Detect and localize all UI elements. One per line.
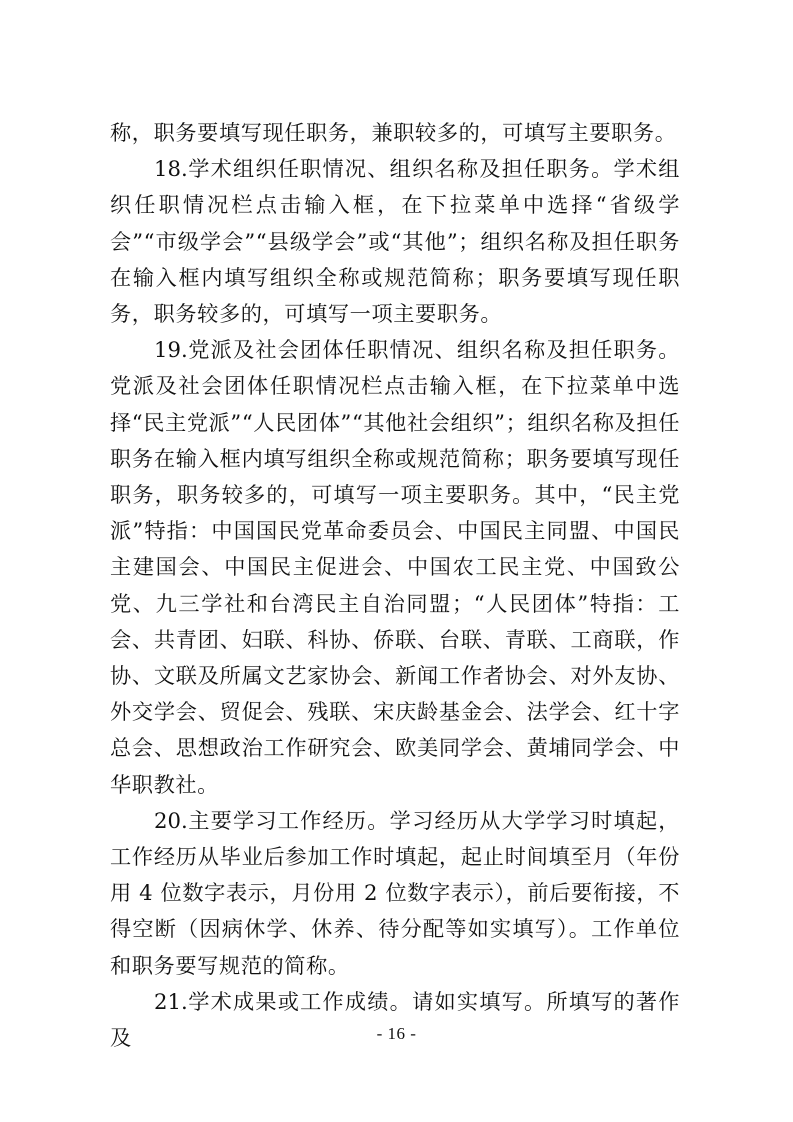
paragraph-text: 学术成果或工作成绩。请如实填写。所填写的著作及 [110, 988, 680, 1051]
item-number: 20. [154, 807, 188, 833]
item-number: 19. [154, 337, 188, 363]
paragraph-item-18 [110, 151, 680, 332]
item-number: 21. [154, 988, 188, 1014]
paragraph-item-19 [110, 332, 680, 803]
paragraph-text: 学术组织任职情况、组织名称及担任职务。学术组织任职情况栏点击输入框，在下拉菜单中选择“省级学会”“市级学会”“县级学会”或“其他”；组织名称及担任职务在输入框内填写组织全称或规范简称；职务要填写现任职务，职务较多的，可填写一项主要职务。 [110, 156, 680, 327]
paragraph-text: 主要学习工作经历。学习经历从大学学习时填起，工作经历从毕业后参加工作时填起，起止时间填至月（年份用 4 位数字表示，月份用 2 位数字表示），前后要衔接，不得空断（因病休学、休养、待分配等如实填写）。工作单位和职务要写规范的简称。 [110, 807, 680, 978]
paragraph-continued [110, 115, 680, 151]
paragraph-item-20 [110, 803, 680, 984]
paragraph-text: 党派及社会团体任职情况、组织名称及担任职务。党派及社会团体任职情况栏点击输入框，在下拉菜单中选择“民主党派”“人民团体”“其他社会组织”；组织名称及担任职务在输入框内填写组织全称或规范简称；职务要填写现任职务，职务较多的，可填写一项主要职务。其中，“民主党派”特指：中国国民党革命委员会、中国民主同盟、中国民主建国会、中国民主促进会、中国农工民主党、中国致公党、九三学社和台湾民主自治同盟；“人民团体”特指：工会、共青团、妇联、科协、侨联、台联、青联、工商联，作协、文联及所属文艺家协会、新闻工作者协会、对外友协、外交学会、贸促会、残联、宋庆龄基金会、法学会、红十字总会、思想政治工作研究会、欧美同学会、黄埔同学会、中华职教社。 [110, 337, 680, 797]
page-number: - 16 - [376, 1024, 417, 1043]
paragraph-item-21 [110, 984, 680, 1056]
body-text [110, 115, 680, 1056]
item-number: 18. [154, 156, 188, 182]
paragraph-text: 称，职务要填写现任职务，兼职较多的，可填写主要职务。 [110, 120, 677, 145]
